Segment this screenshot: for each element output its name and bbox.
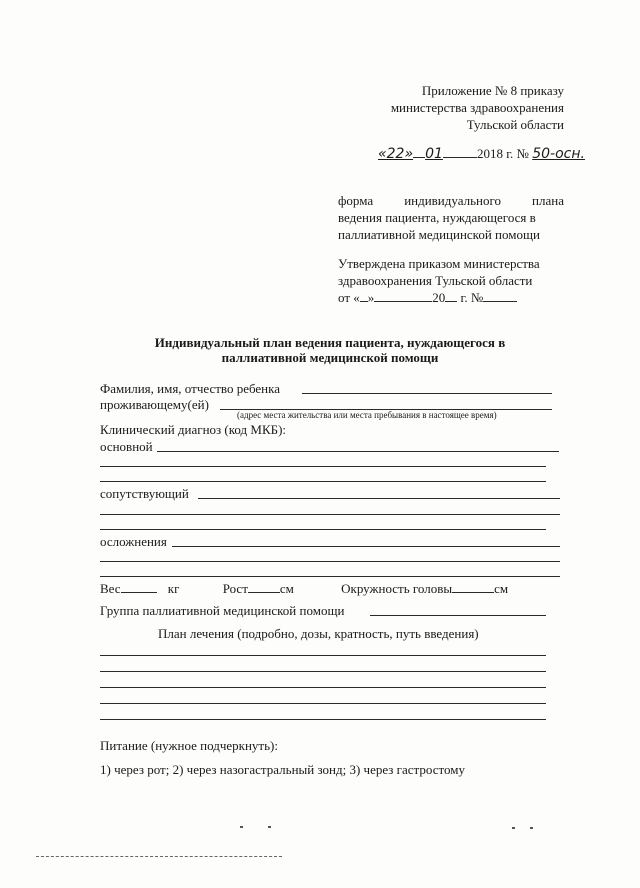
treatment-label: План лечения (подробно, дозы, кратность, путь введения) [158, 626, 479, 641]
main-diagnosis-line-3[interactable] [100, 481, 546, 482]
header-line-2: министерства здравоохранения [390, 100, 564, 115]
concomitant-label: сопутствующий [100, 486, 189, 501]
approved-line-2: здравоохранения Тульской области [338, 273, 533, 288]
header-line-1: Приложение № 8 приказу [421, 83, 564, 98]
head-unit: см [494, 581, 509, 596]
head-field[interactable] [452, 581, 494, 593]
approved-line-3: от « » 20 г. № [338, 290, 568, 306]
complications-line-3[interactable] [100, 576, 560, 577]
residence-hint: (адрес места жительства или места пребывания в настоящее время) [237, 410, 497, 420]
order-number: 50-осн. [532, 146, 585, 162]
name-label: Фамилия, имя, отчество ребенка [100, 381, 281, 396]
scan-artifact-line [36, 856, 282, 857]
complications-label: осложнения [100, 534, 167, 549]
form-note-line-3: паллиативной медицинской помощи [338, 227, 540, 242]
form-note-line-1: форма индивидуального плана [338, 193, 564, 208]
diagnosis-label: Клинический диагноз (код МКБ): [100, 422, 287, 437]
concomitant-line-3[interactable] [100, 529, 546, 530]
date-month: 01 [425, 146, 443, 162]
scan-speck [512, 827, 515, 829]
document-title-line-1: Индивидуальный план ведения пациента, нуждающегося в [154, 335, 506, 350]
name-field-line[interactable] [302, 393, 552, 394]
treatment-line-4[interactable] [100, 703, 546, 704]
nutrition-options[interactable]: 1) через рот; 2) через назогастральный зонд; 3) через гастростому [100, 762, 465, 777]
height-unit: см [279, 581, 294, 596]
nutrition-label: Питание (нужное подчеркнуть): [100, 738, 278, 753]
height-field[interactable] [248, 581, 280, 593]
date-day: «22» [378, 146, 414, 162]
residence-label: проживающему(ей) [100, 397, 209, 412]
weight-field[interactable] [121, 581, 157, 593]
header-line-3: Тульской области [466, 117, 564, 132]
concomitant-line-1[interactable] [198, 498, 560, 499]
treatment-line-1[interactable] [100, 655, 546, 656]
treatment-line-5[interactable] [100, 719, 546, 720]
date-year: 2018 [476, 146, 503, 161]
main-diagnosis-line-2[interactable] [100, 466, 546, 467]
complications-line-2[interactable] [100, 561, 560, 562]
weight-label: Вес [100, 581, 121, 596]
head-label: Окружность головы [341, 581, 453, 596]
header-date-line [378, 146, 584, 162]
group-label: Группа паллиативной медицинской помощи [100, 603, 345, 618]
height-label: Рост [222, 581, 248, 596]
group-field-line[interactable] [370, 615, 546, 616]
measurements-row [100, 581, 560, 597]
year-suffix: г. № [506, 146, 529, 161]
main-diagnosis-label: основной [100, 439, 153, 454]
scan-speck [530, 827, 533, 829]
form-note-line-2: ведения пациента, нуждающегося в [338, 210, 536, 225]
complications-line-1[interactable] [172, 546, 560, 547]
main-diagnosis-line-1[interactable] [157, 451, 559, 452]
treatment-line-3[interactable] [100, 687, 546, 688]
document-title-line-2: паллиативной медицинской помощи [221, 350, 439, 365]
treatment-line-2[interactable] [100, 671, 546, 672]
weight-unit: кг [167, 581, 180, 596]
scan-speck [268, 826, 271, 828]
scan-speck [240, 826, 243, 828]
concomitant-line-2[interactable] [100, 514, 560, 515]
approved-line-1: Утверждена приказом министерства [338, 256, 540, 271]
